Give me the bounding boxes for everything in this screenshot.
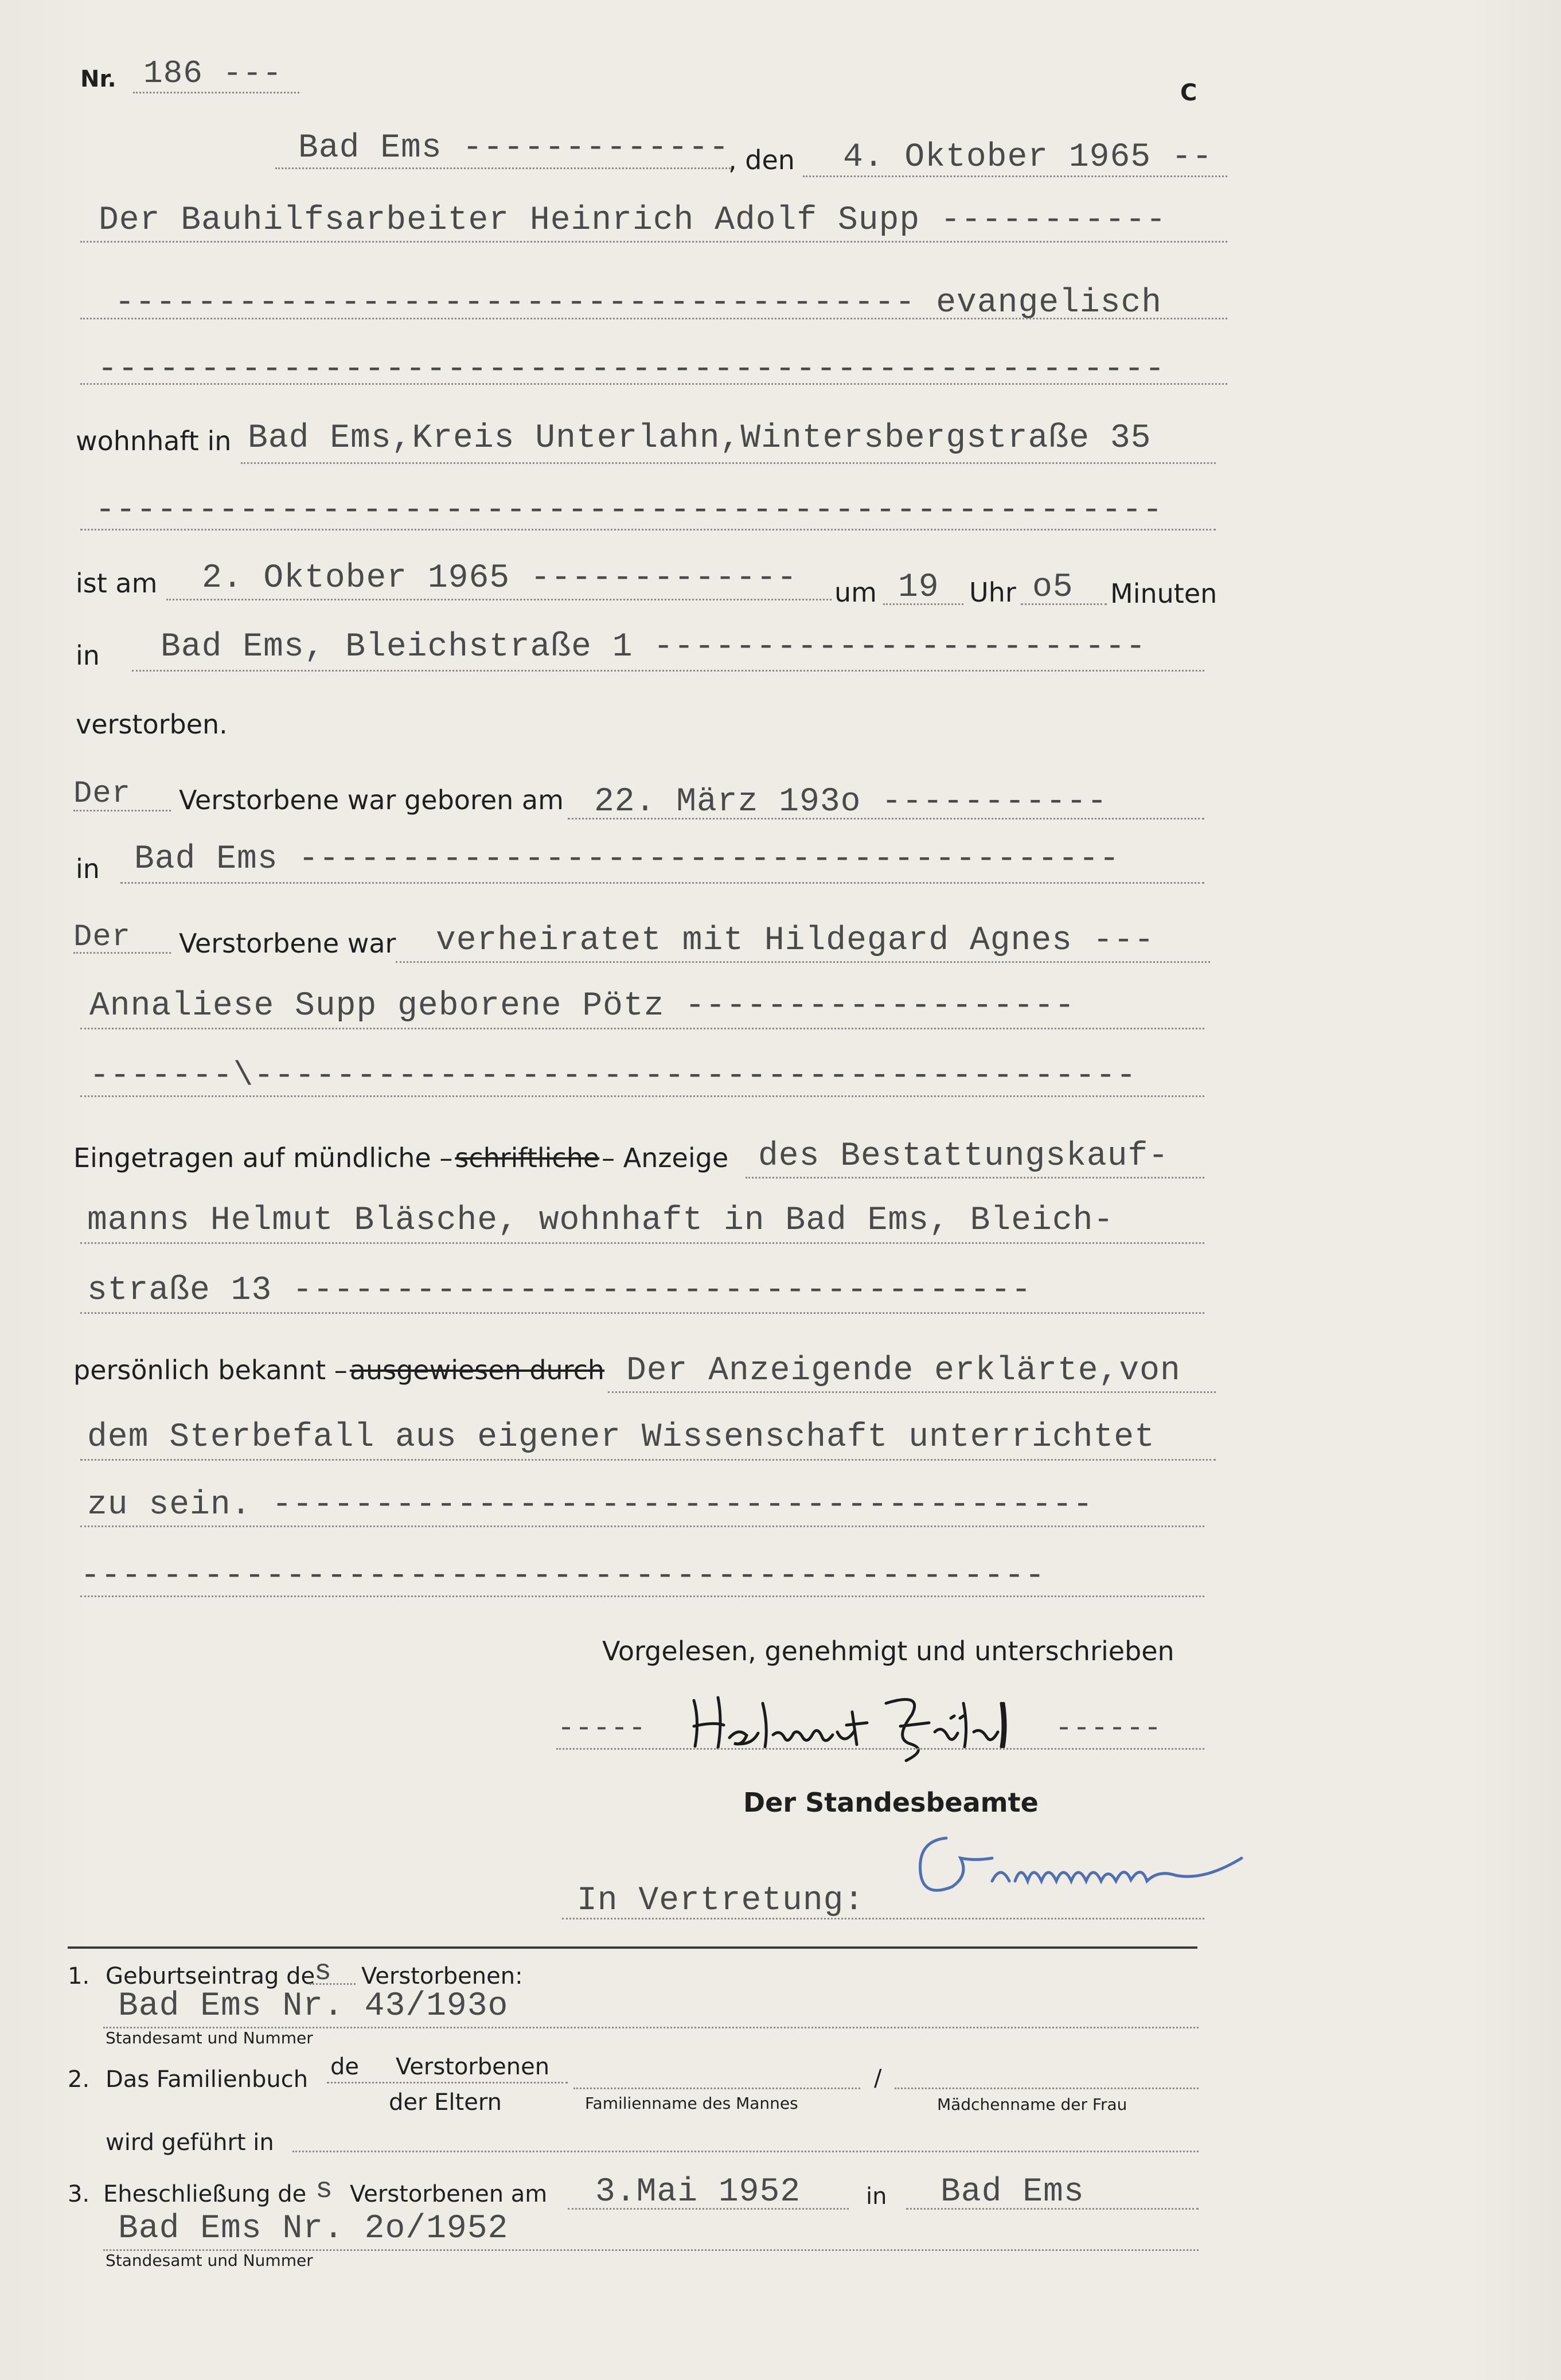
footnote-1-value: Bad Ems Nr. 43/193o [118, 1988, 509, 2025]
footnote-2-label: Das Familienbuch [106, 2066, 309, 2093]
residence-label: wohnhaft in [76, 426, 232, 457]
in-vertretung: In Vertretung: [577, 1882, 865, 1919]
marital-line-1-rule [396, 961, 1210, 963]
uhr-label: Uhr [969, 577, 1016, 608]
death-date-line [166, 599, 832, 600]
informant-dashes-left: ----- [557, 1712, 647, 1745]
death-minutes-line [1021, 603, 1107, 605]
footnote-3-place: Bad Ems [940, 2174, 1084, 2211]
record-date-line [803, 175, 1227, 177]
death-place: Bad Ems, Bleichstraße 1 ------------------------ [161, 629, 1146, 666]
place: Bad Ems ------------- [298, 130, 729, 167]
birth-der-typed: Der [73, 777, 131, 811]
footnote-2-wife-line [895, 2088, 1199, 2089]
identification-line-2-rule [80, 1459, 1216, 1461]
marital-label: Verstorbene war [179, 928, 396, 959]
footnote-2-de: de [330, 2054, 359, 2080]
record-number: 186 --- [143, 55, 283, 92]
footnote-1-number: 1. [68, 1963, 90, 1989]
residence-line-2-rule [80, 529, 1216, 530]
person-line-2-rule [80, 318, 1227, 319]
footnote-1-typed-s: s [314, 1956, 333, 1988]
registration-line-2: manns Helmut Bläsche, wohnhaft in Bad Ems, Bleich- [87, 1202, 1114, 1239]
footnote-3-label-b: Verstorbenen am [350, 2181, 548, 2207]
registration-label-prefix: Eingetragen auf mündliche – [73, 1142, 453, 1173]
footnote-3-caption: Standesamt und Nummer [106, 2251, 313, 2270]
birth-in-label: in [76, 853, 100, 884]
den-label: , den [728, 145, 795, 175]
identification-line-1-rule [608, 1391, 1216, 1393]
footnote-2-wird-line [292, 2151, 1199, 2152]
registration-line-1-rule [746, 1177, 1204, 1179]
registrar-signature [906, 1818, 1250, 1921]
verstorben-label: verstorben. [76, 709, 228, 740]
registrar-title: Der Standesbeamte [743, 1787, 1039, 1818]
registration-line-3-rule [80, 1312, 1204, 1314]
death-date: 2. Oktober 1965 ------------- [202, 560, 798, 597]
footnote-2-eltern: der Eltern [389, 2089, 502, 2116]
nr-label: Nr. [80, 66, 116, 92]
death-hour: 19 [898, 569, 939, 606]
birth-label: Verstorbene war geboren am [179, 785, 564, 816]
footnote-2-slash: / [874, 2065, 882, 2092]
marital-line-2: Annaliese Supp geborene Pötz ------------------- [89, 988, 1075, 1025]
residence-line [241, 462, 1216, 464]
person-line-3-rule [80, 383, 1227, 385]
birth-place-line [120, 882, 1204, 884]
registration-label-suffix: – Anzeige [602, 1142, 729, 1173]
footnote-3-date-line [568, 2208, 849, 2210]
identification-line-1: Der Anzeigende erklärte,von [626, 1352, 1181, 1390]
footnote-3-number: 3. [68, 2181, 90, 2207]
footnote-1-label-a: Geburtseintrag de [106, 1963, 315, 1989]
birth-place: Bad Ems ---------------------------------------- [134, 841, 1120, 878]
registration-line-3: straße 13 ------------------------------------ [87, 1272, 1032, 1309]
marital-der-line [73, 952, 171, 954]
identification-label-prefix: persönlich bekannt – [73, 1355, 348, 1386]
um-label: um [834, 577, 877, 608]
record-date: 4. Oktober 1965 -- [843, 139, 1213, 176]
birth-der-line [73, 810, 171, 811]
death-minutes: o5 [1032, 569, 1074, 606]
footnote-2-de-line [327, 2082, 568, 2084]
identification-line-3: zu sein. ---------------------------------------- [87, 1486, 1094, 1524]
death-place-line [132, 670, 1204, 672]
marital-line-1: verheiratet mit Hildegard Agnes --- [436, 922, 1155, 959]
footnote-3-label-a: Eheschließung de [103, 2181, 307, 2207]
footnotes-separator [68, 1946, 1197, 1949]
footnote-2-husband-line [573, 2088, 860, 2089]
footnote-1-label-b: Verstorbenen: [361, 1963, 523, 1989]
death-in-label: in [76, 640, 100, 671]
ist-am-label: ist am [76, 568, 158, 599]
person-line-1-rule [80, 241, 1227, 243]
registration-line-2-rule [80, 1242, 1204, 1244]
person-line-2: --------------------------------------- evangelisch [115, 284, 1162, 322]
footnote-2-caption-b: Mädchenname der Frau [937, 2095, 1127, 2114]
informant-signature-line [556, 1748, 1204, 1750]
footnote-1-s-line [310, 1983, 356, 1985]
person-line-1: Der Bauhilfsarbeiter Heinrich Adolf Supp ----------- [99, 202, 1166, 239]
marital-der-typed: Der [73, 920, 131, 955]
identification-line-4: ----------------------------------------------- [80, 1558, 1045, 1595]
footnote-3-date: 3.Mai 1952 [595, 2174, 801, 2211]
footnote-2-caption-a: Familienname des Mannes [585, 2094, 798, 2113]
identification-line-2: dem Sterbefall aus eigener Wissenschaft unterrichtet [87, 1419, 1155, 1456]
read-approved-text: Vorgelesen, genehmigt und unterschrieben [602, 1636, 1174, 1667]
footnote-1-caption: Standesamt und Nummer [106, 2028, 313, 2047]
identification-label [73, 1355, 605, 1386]
footnote-3-place-line [906, 2208, 1199, 2210]
identification-label-struck: ausgewiesen durch [349, 1355, 605, 1386]
informant-signature [682, 1680, 1038, 1766]
marital-line-2-rule [80, 1028, 1204, 1029]
footnote-3-value: Bad Ems Nr. 2o/1952 [118, 2210, 509, 2248]
corner-letter: C [1180, 80, 1197, 106]
marital-line-3-rule [80, 1095, 1204, 1097]
record-number-line [133, 92, 299, 93]
marital-line-3: -------\------------------------------------------- [89, 1058, 1137, 1095]
minuten-label: Minuten [1110, 578, 1217, 609]
residence-line-2: ---------------------------------------------------- [95, 492, 1163, 529]
birth-date-line [568, 818, 1204, 820]
registration-line-1: des Bestattungskauf- [758, 1138, 1169, 1175]
death-hour-line [883, 603, 963, 605]
identification-line-3-rule [80, 1525, 1204, 1527]
footnote-2-number: 2. [68, 2066, 90, 2093]
residence-value: Bad Ems,Kreis Unterlahn,Wintersbergstraße 35 [248, 420, 1152, 457]
place-line [275, 167, 734, 169]
birth-date: 22. März 193o ----------- [594, 783, 1108, 821]
registration-label-struck: schriftliche [455, 1142, 600, 1173]
footnote-2-verstorbenen: Verstorbenen [396, 2054, 550, 2080]
informant-dashes-right: ------ [1055, 1712, 1162, 1745]
registration-label [73, 1142, 729, 1173]
identification-line-4-rule [80, 1595, 1204, 1597]
footnote-3-typed-s: s [315, 2174, 334, 2206]
footnote-2-wird: wird geführt in [106, 2129, 274, 2156]
footnote-3-in: in [866, 2183, 887, 2210]
person-line-3: ---------------------------------------------------- [97, 351, 1165, 388]
